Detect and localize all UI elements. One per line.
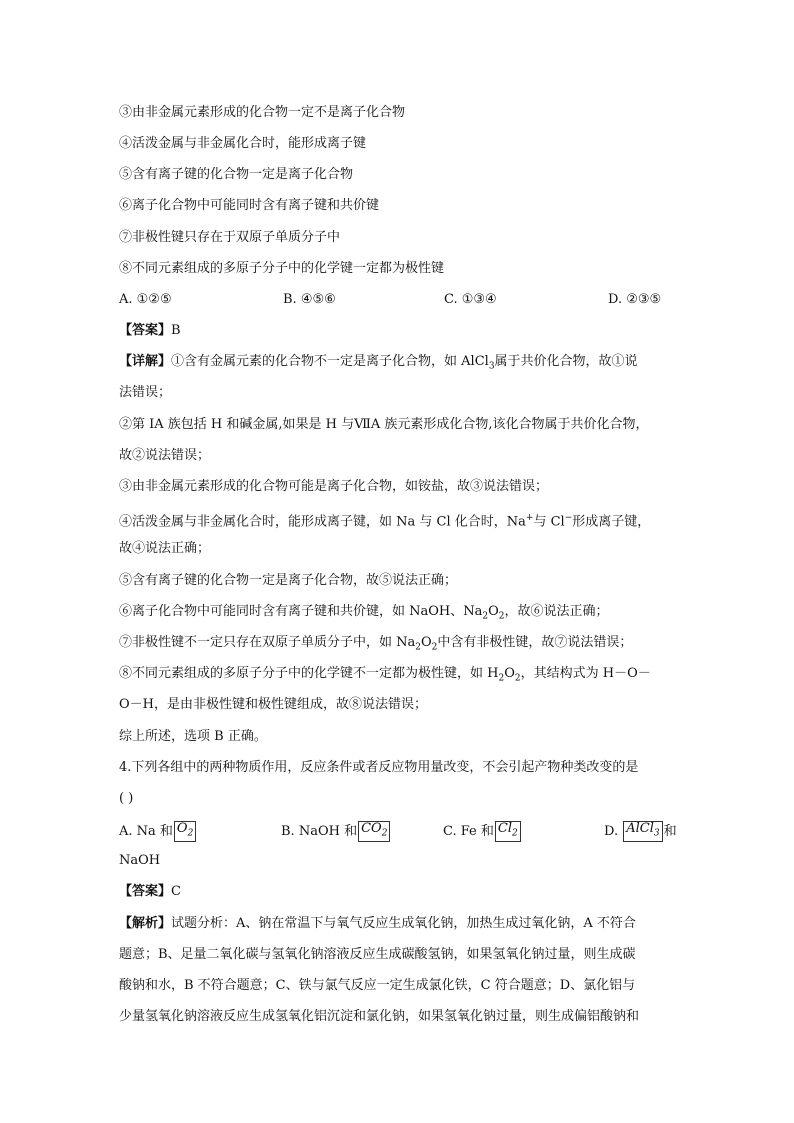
q3-answer — [119, 322, 181, 340]
detail-line-8: ⑧不同元素组成的多原子分子中的化学键不一定都为极性键，如 $H_2O_2$，其结构式为 H－O－ — [119, 666, 651, 684]
answer-value: C — [171, 884, 181, 899]
detail-line-4-cont: 故④说法正确； — [119, 541, 211, 556]
statement-3: ③由非金属元素形成的化合物一定不是离子化合物 — [119, 105, 406, 120]
q4-stem: 4.下列各组中的两种物质作用，反应条件或者反应物用量改变，不会引起产物种类改变的是 — [119, 760, 639, 775]
answer-value: B — [171, 323, 181, 338]
statement-7: ⑦非极性键只存在于双原子单质分子中 — [119, 230, 341, 245]
q4-option-b: B. NaOH 和 $CO_2$ — [281, 821, 391, 842]
statement-6: ⑥离子化合物中可能同时含有离子键和共价键 — [119, 198, 380, 213]
detail-line-1-cont: 法错误； — [119, 385, 172, 400]
detail-conclusion: 综上所述，选项 B 正确。 — [119, 729, 267, 744]
q4-paren: ( ) — [119, 791, 134, 806]
q3-option-d: D. ②③⑤ — [608, 292, 662, 307]
answer-tag: 【答案】 — [119, 323, 172, 338]
detail-line-3: ③由非金属元素形成的化合物可能是离子化合物，如铵盐，故③说法错误； — [119, 479, 549, 494]
detail-line-2-cont: 故②说法错误； — [119, 448, 211, 463]
statement-5: ⑤含有离子键的化合物一定是离子化合物 — [119, 167, 354, 182]
q4-option-a: A. Na 和 $O_2$ — [119, 821, 197, 842]
formula-co2: $CO_2$ — [358, 821, 390, 842]
statement-8: ⑧不同元素组成的多原子分子中的化学键一定都为极性键 — [119, 261, 445, 276]
detail-line-6: ⑥离子化合物中可能同时含有离子键和共价键，如 NaOH、$Na_2O_2$，故⑥说法正确； — [119, 604, 609, 622]
q3-option-c: C. ①③④ — [444, 292, 497, 307]
detail-line-1: 【详解】①含有金属元素的化合物不一定是离子化合物，如 AlCl$_3$属于共价化合物，故①说 — [119, 354, 638, 372]
q3-option-a: A. ①②⑤ — [119, 292, 172, 307]
q4-option-d-cont: NaOH — [119, 853, 161, 868]
analysis-line-1: 【解析】试题分析：A、钠在常温下与氧气反应生成氧化钠，加热生成过氧化钠，A 不符合 — [119, 916, 636, 931]
analysis-line-4: 少量氢氧化钠溶液反应生成氢氧化铝沉淀和氯化钠，如果氢氧化钠过量，则生成偏铝酸钠和 — [119, 1009, 640, 1024]
q4-option-c: C. Fe 和 $Cl_2$ — [443, 821, 522, 842]
q4-option-d: D. AlCl$_3$ 和 — [604, 821, 677, 842]
formula-alcl3: AlCl$_3$ — [623, 821, 662, 842]
detail-line-4: ④活泼金属与非金属化合时，能形成离子键，如 Na 与 Cl 化合时，Na+与 Cl−形成离子键， — [119, 513, 651, 530]
detail-line-5: ⑤含有离子键的化合物一定是离子化合物，故⑤说法正确； — [119, 573, 458, 588]
analysis-tag: 【解析】 — [119, 916, 172, 931]
q3-option-b: B. ④⑤⑥ — [283, 292, 336, 307]
analysis-line-3: 酸钠和水，B 不符合题意；C、铁与氯气反应一定生成氯化铁，C 符合题意；D、氯化铝与 — [119, 978, 636, 993]
detail-line-8-cont: O－H，是由非极性键和极性键组成，故⑧说法错误； — [119, 697, 427, 712]
answer-tag: 【答案】 — [119, 884, 172, 899]
detail-tag: 【详解】 — [119, 354, 172, 369]
detail-line-2: ②第 IA 族包括 H 和碱金属,如果是 H 与ⅦA 族元素形成化合物,该化合物属于共价化合物， — [119, 417, 649, 432]
analysis-line-2: 题意；B、足量二氧化碳与氢氧化钠溶液反应生成碳酸氢钠，如果氢氧化钠过量，则生成碳 — [119, 947, 636, 962]
formula-cl2: $Cl_2$ — [495, 821, 521, 842]
q4-answer — [119, 883, 181, 901]
detail-line-7: ⑦非极性键不一定只存在双原子单质分子中，如 $Na_2O_2$中含有非极性键，故⑦说法错误； — [119, 635, 633, 653]
statement-4: ④活泼金属与非金属化合时，能形成离子键 — [119, 136, 367, 151]
formula-o2: $O_2$ — [174, 821, 196, 842]
